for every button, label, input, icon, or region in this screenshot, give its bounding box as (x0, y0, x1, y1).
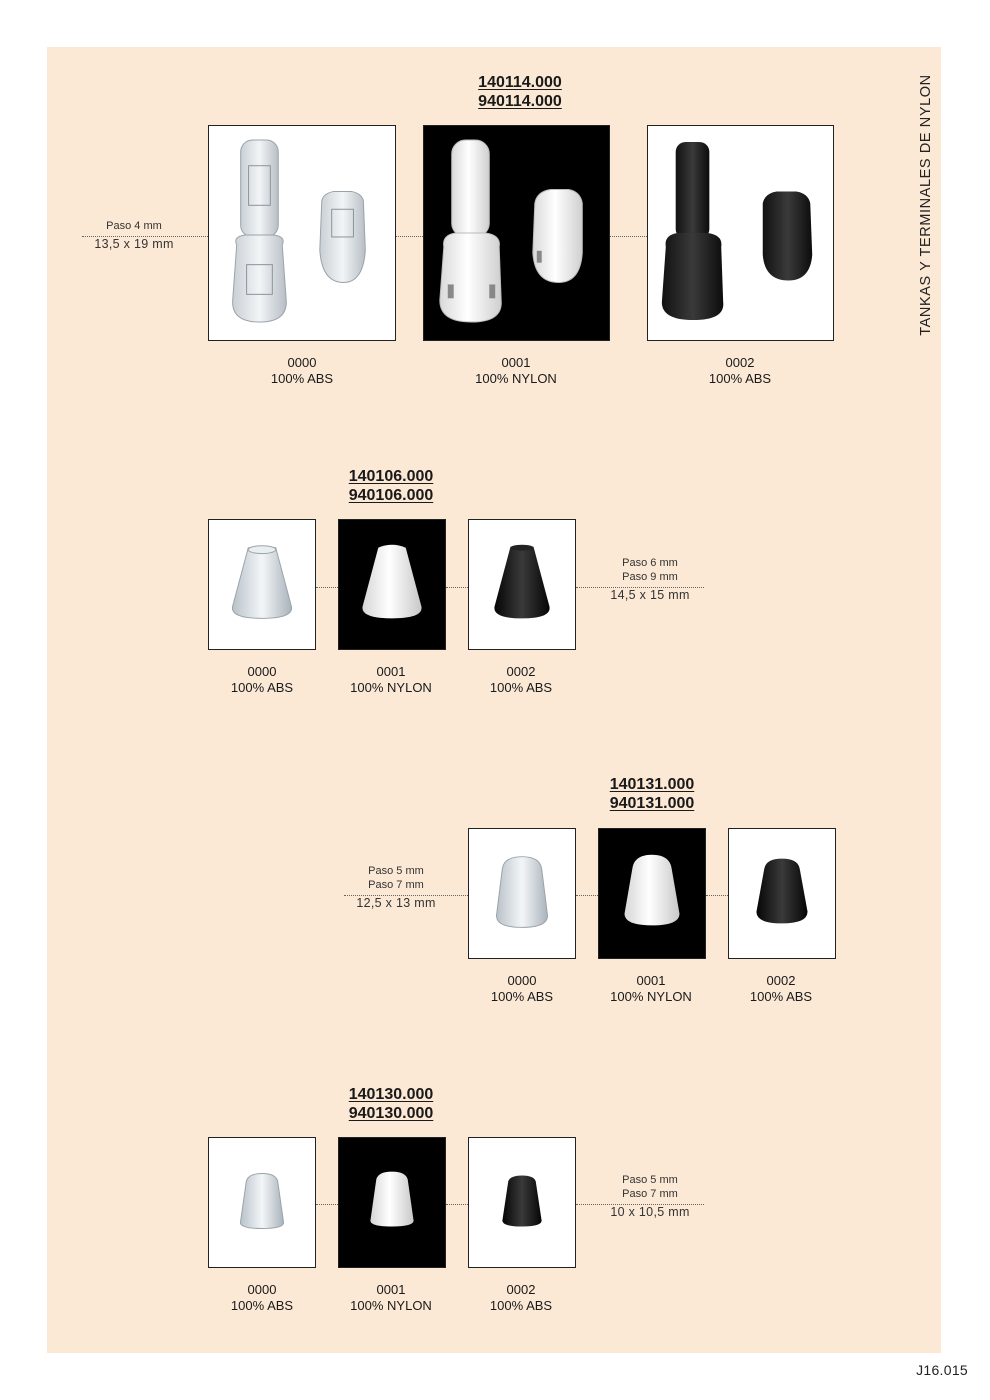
square-stopper-clear-image (209, 1138, 315, 1267)
paso-label: Paso 4 mm (106, 220, 162, 232)
item-ref: 0001 (376, 1282, 406, 1297)
item-material: 100% ABS (270, 371, 334, 386)
product-photo-black (728, 828, 836, 959)
item-ref: 0002 (506, 1282, 536, 1297)
item-caption (475, 355, 557, 387)
product-photo-clear (468, 828, 576, 959)
item-caption (490, 1282, 552, 1314)
product-photo-white (338, 1137, 446, 1268)
item-ref: 0001 (501, 355, 531, 370)
item-caption (231, 1282, 293, 1314)
item-ref: 0000 (247, 664, 277, 679)
item-ref: 0002 (766, 973, 796, 988)
item-caption (271, 355, 333, 387)
product-code: 940106.000 (348, 487, 434, 504)
item-ref: 0000 (507, 973, 537, 988)
product-photo-white (423, 125, 610, 341)
product-codes (349, 467, 434, 505)
product-code: 940131.000 (609, 795, 695, 812)
product-photo-black (468, 519, 576, 650)
cone-stopper-clear-image (209, 520, 315, 649)
item-caption (350, 664, 432, 696)
product-code: 140131.000 (609, 776, 695, 793)
paso-label: Paso 5 mm (622, 1174, 678, 1186)
item-ref: 0002 (725, 355, 755, 370)
item-material: 100% NYLON (350, 1298, 432, 1313)
item-caption (750, 973, 812, 1005)
bell-stopper-white-image (599, 829, 705, 958)
product-code: 140106.000 (348, 468, 434, 485)
product-photo-white (338, 519, 446, 650)
item-material: 100% ABS (230, 1298, 294, 1313)
leader-line (396, 236, 423, 237)
size-spec (610, 556, 689, 602)
section-title-vertical: TANKAS Y TERMINALES DE NYLON (918, 74, 934, 336)
product-code: 140114.000 (478, 74, 562, 91)
item-ref: 0002 (506, 664, 536, 679)
item-material: 100% ABS (490, 989, 554, 1004)
square-stopper-white-image (339, 1138, 445, 1267)
item-caption (490, 664, 552, 696)
cone-stopper-white-image (339, 520, 445, 649)
leader-line (344, 895, 468, 896)
product-codes (349, 1085, 434, 1123)
item-caption (610, 973, 692, 1005)
cord-end-tanka-white-image (424, 126, 609, 340)
product-codes (610, 775, 695, 813)
paso-label: Paso 7 mm (622, 1188, 678, 1200)
item-ref: 0001 (376, 664, 406, 679)
cord-end-tanka-clear-image (209, 126, 395, 340)
size-spec (356, 864, 435, 910)
dimensions-label: 12,5 x 13 mm (356, 896, 436, 910)
size-spec (610, 1173, 689, 1219)
item-caption (231, 664, 293, 696)
leader-line (576, 895, 598, 896)
product-photo-clear (208, 125, 396, 341)
item-material: 100% NYLON (475, 371, 557, 386)
size-spec (94, 219, 173, 251)
product-photo-black (647, 125, 834, 341)
product-photo-clear (208, 1137, 316, 1268)
item-ref: 0001 (636, 973, 666, 988)
leader-line (316, 587, 338, 588)
product-photo-black (468, 1137, 576, 1268)
product-code: 940114.000 (478, 93, 562, 110)
dimensions-label: 10 x 10,5 mm (610, 1205, 690, 1219)
leader-line (446, 587, 468, 588)
dimensions-label: 14,5 x 15 mm (610, 588, 690, 602)
paso-label: Paso 5 mm (368, 865, 424, 877)
product-code: 140130.000 (348, 1086, 434, 1103)
item-material: 100% NYLON (610, 989, 692, 1004)
leader-line (446, 1204, 468, 1205)
page-number: J16.015 (916, 1362, 968, 1378)
bell-stopper-clear-image (469, 829, 575, 958)
bell-stopper-black-image (729, 829, 835, 958)
item-caption (709, 355, 771, 387)
leader-line (610, 236, 647, 237)
cord-end-tanka-black-image (648, 126, 833, 340)
item-material: 100% NYLON (350, 680, 432, 695)
item-material: 100% ABS (708, 371, 772, 386)
leader-line (316, 1204, 338, 1205)
leader-line (82, 236, 208, 237)
item-material: 100% ABS (749, 989, 813, 1004)
cone-stopper-black-image (469, 520, 575, 649)
product-code: 940130.000 (348, 1105, 434, 1122)
item-material: 100% ABS (489, 1298, 553, 1313)
product-photo-white (598, 828, 706, 959)
item-caption (350, 1282, 432, 1314)
product-photo-clear (208, 519, 316, 650)
item-ref: 0000 (247, 1282, 277, 1297)
dimensions-label: 13,5 x 19 mm (94, 237, 174, 251)
leader-line (706, 895, 728, 896)
item-material: 100% ABS (489, 680, 553, 695)
paso-label: Paso 6 mm (622, 557, 678, 569)
square-stopper-black-image (469, 1138, 575, 1267)
product-codes (478, 73, 562, 111)
item-caption (491, 973, 553, 1005)
paso-label: Paso 7 mm (368, 879, 424, 891)
paso-label: Paso 9 mm (622, 571, 678, 583)
item-ref: 0000 (287, 355, 317, 370)
item-material: 100% ABS (230, 680, 294, 695)
